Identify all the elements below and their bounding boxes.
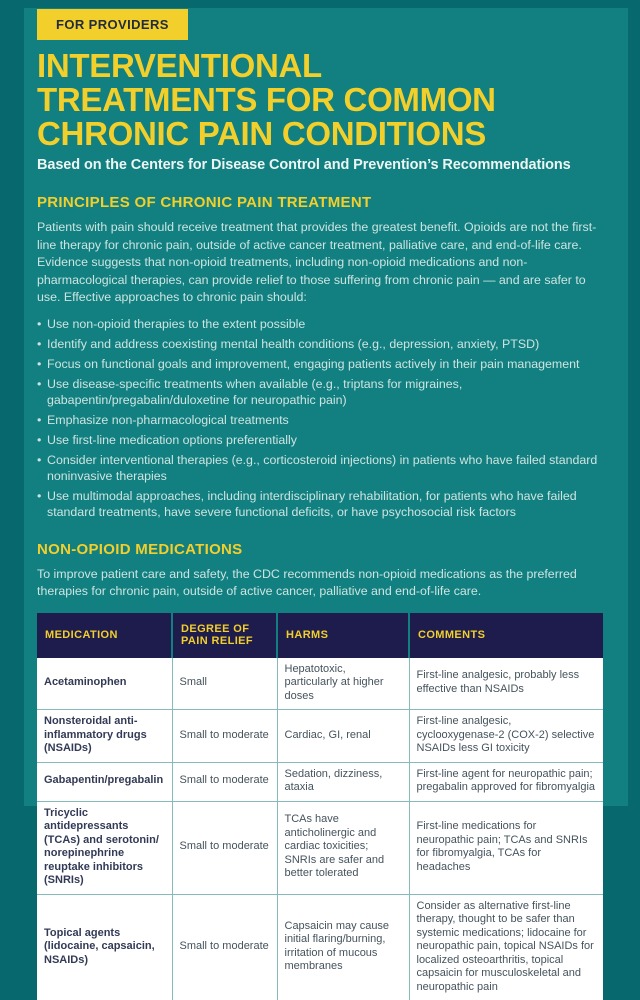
- bullet-item-1: • Use non-opioid therapies to the extent possible: [37, 316, 603, 332]
- for-providers-badge: FOR PROVIDERS: [37, 9, 188, 40]
- bullet-item-5: • Emphasize non-pharmacological treatments: [37, 412, 603, 428]
- table-row-nsaids: [37, 710, 603, 763]
- page-subtitle: Based on the Centers for Disease Control and Prevention’s Recommendations: [37, 157, 603, 173]
- cell-relief: Small: [172, 658, 277, 710]
- cell-medication: Nonsteroidal anti-inflammatory drugs (NSAIDs): [37, 710, 172, 763]
- table-row-tcas-snris: [37, 801, 603, 894]
- bullet-item-4: • Use disease-specific treatments when available (e.g., triptans for migraines, gabapentin/pregabalin/duloxetine for neuropathic pain): [37, 376, 603, 408]
- cell-comments: First-line medications for neuropathic pain; TCAs and SNRIs for fibromyalgia, TCAs for headaches: [409, 801, 603, 894]
- table-row-gabapentin-pregabalin: [37, 762, 603, 801]
- cell-harms: Hepatotoxic, particularly at higher doses: [277, 658, 409, 710]
- principles-intro-paragraph: Patients with pain should receive treatment that provides the greatest benefit. Opioids are not the first-line therapy for chronic pain, outside of active cancer treatment, palliative care, and end-of-life care. Evidence suggests that non-opioid treatments, including non-opioid medications and non-pharmacological therapies, can provide relief to those suffering from chronic pain — and are safer to use. Effective approaches to chronic pain should:: [37, 219, 603, 307]
- header-row: [37, 613, 603, 658]
- bullet-item-6: • Use first-line medication options preferentially: [37, 432, 603, 448]
- cell-harms: TCAs have anticholinergic and cardiac toxicities; SNRIs are safer and better tolerated: [277, 801, 409, 894]
- cell-relief: Small to moderate: [172, 894, 277, 1000]
- title-line-1: INTERVENTIONAL: [37, 49, 603, 83]
- table-row-acetaminophen: [37, 658, 603, 710]
- medications-table-header: [37, 613, 603, 658]
- bullet-item-8: • Use multimodal approaches, including interdisciplinary rehabilitation, for patients who have failed standard treatments, have severe functional deficits, or have psychosocial risk factors: [37, 488, 603, 520]
- page-title: [37, 49, 603, 151]
- cell-harms: Cardiac, GI, renal: [277, 710, 409, 763]
- bullet-item-7: • Consider interventional therapies (e.g., corticosteroid injections) in patients who have failed standard noninvasive therapies: [37, 452, 603, 484]
- title-line-2: TREATMENTS FOR COMMON: [37, 83, 603, 117]
- title-line-3: CHRONIC PAIN CONDITIONS: [37, 117, 603, 151]
- page-content: [24, 8, 628, 1000]
- cell-harms: Capsaicin may cause initial flaring/burning, irritation of mucous membranes: [277, 894, 409, 1000]
- cell-comments: First-line analgesic, probably less effective than NSAIDs: [409, 658, 603, 710]
- cell-harms: Sedation, dizziness, ataxia: [277, 762, 409, 801]
- cell-relief: Small to moderate: [172, 762, 277, 801]
- bullet-item-2: • Identify and address coexisting mental health conditions (e.g., depression, anxiety, PTSD): [37, 336, 603, 352]
- non-opioid-section-heading: NON-OPIOID MEDICATIONS: [37, 541, 603, 558]
- principles-section-heading: PRINCIPLES OF CHRONIC PAIN TREATMENT: [37, 194, 603, 211]
- bullet-item-3: • Focus on functional goals and improvement, engaging patients actively in their pain management: [37, 356, 603, 372]
- cell-relief: Small to moderate: [172, 710, 277, 763]
- cell-medication: Topical agents (lidocaine, capsaicin, NSAIDs): [37, 894, 172, 1000]
- document-page: [24, 8, 628, 806]
- medications-table-body: [37, 658, 603, 1000]
- cell-medication: Gabapentin/pregabalin: [37, 762, 172, 801]
- cell-comments: First-line agent for neuropathic pain; pregabalin approved for fibromyalgia: [409, 762, 603, 801]
- principles-bullet-list: [37, 316, 603, 520]
- cell-medication: Tricyclic antidepressants (TCAs) and serotonin/ norepinephrine reuptake inhibitors (SNRIs): [37, 801, 172, 894]
- table-row-topical-agents: [37, 894, 603, 1000]
- column-header-medication: MEDICATION: [37, 613, 172, 658]
- cell-medication: Acetaminophen: [37, 658, 172, 710]
- non-opioid-intro-paragraph: To improve patient care and safety, the CDC recommends non-opioid medications as the preferred therapies for chronic pain, outside of active cancer, palliative and end-of-life care.: [37, 566, 603, 601]
- cell-comments: First-line analgesic, cyclooxygenase-2 (COX-2) selective NSAIDs less GI toxicity: [409, 710, 603, 763]
- column-header-comments: COMMENTS: [409, 613, 603, 658]
- cell-comments: Consider as alternative first-line therapy, thought to be safer than systemic medications; lidocaine for neuropathic pain, topical NSAIDs for localized osteoarthritis, topical capsaicin for musculoskeletal and neuropathic pain: [409, 894, 603, 1000]
- cell-relief: Small to moderate: [172, 801, 277, 894]
- medications-table: [37, 613, 603, 1000]
- column-header-degree-of-pain-relief: DEGREE OF PAIN RELIEF: [172, 613, 277, 658]
- column-header-harms: HARMS: [277, 613, 409, 658]
